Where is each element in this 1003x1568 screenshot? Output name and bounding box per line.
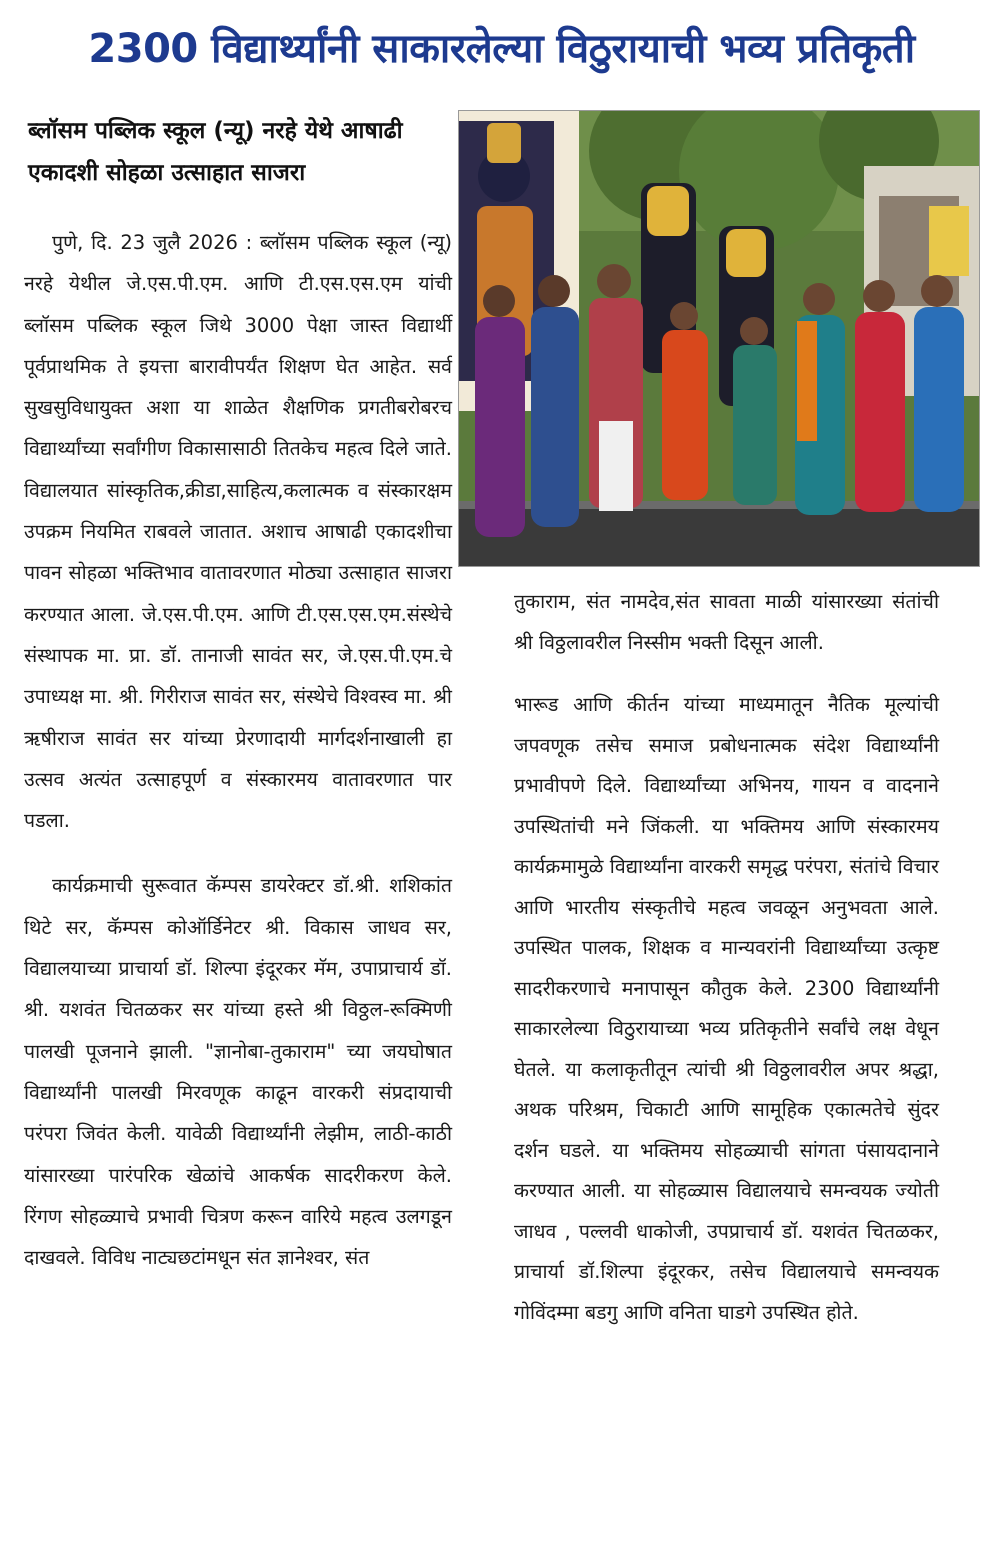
subheadline: ब्लॉसम पब्लिक स्कूल (न्यू) नरहे येथे आषाढी एकादशी सोहळा उत्साहात साजरा [28, 118, 403, 186]
left-column [24, 222, 452, 1278]
event-photo [458, 110, 980, 567]
paragraph: पुणे, दि. 23 जुलै 2026 : ब्लॉसम पब्लिक स्कूल (न्यू) नरहे येथील जे.एस.पी.एम. आणि टी.एस.एस.एम यांची ब्लॉसम पब्लिक स्कूल जिथे 3000 पेक्षा जास्त विद्यार्थी पूर्वप्राथमिक ते इयत्ता बारावीपर्यंत शिक्षण घेत आहेत. सर्व सुखसुविधायुक्त अशा या शाळेत शैक्षणिक प्रगतीबरोबरच विद्यार्थ्यांच्या सर्वांगीण विकासासाठी तितकेच महत्व दिले जाते. विद्यालयात सांस्कृतिक,क्रीडा,साहित्य,कलात्मक व संस्कारक्षम उपक्रम नियमित राबवले जातात. अशाच आषाढी एकादशीचा पावन सोहळा भक्तिभाव वातावरणात मोठ्या उत्साहात साजरा करण्यात आला. जे.एस.पी.एम. आणि टी.एस.एस.एम.संस्थेचे संस्थापक मा. प्रा. डॉ. तानाजी सावंत सर, जे.एस.पी.एम.चे उपाध्यक्ष मा. श्री. गिरीराज सावंत सर, संस्थेचे विश्वस्व मा. श्री ऋषीराज सावंत सर यांच्या प्रेरणादायी मार्गदर्शनाखाली हा उत्सव अत्यंत उत्साहपूर्ण व संस्कारमय वातावरणात पार पडला. [24, 231, 452, 833]
right-column [514, 582, 939, 1333]
paragraph: कार्यक्रमाची सुरूवात कॅम्पस डायरेक्टर डॉ.श्री. शशिकांत थिटे सर, कॅम्पस कोऑर्डिनेटर श्री. विकास जाधव सर, विद्यालयाच्या प्राचार्या डॉ. शिल्पा इंदूरकर मॅम, उपाप्राचार्य डॉ. श्री. यशवंत चितळकर सर यांच्या हस्ते श्री विठ्ठल-रूक्मिणी पालखी पूजनाने झाली. "ज्ञानोबा-तुकाराम" च्या जयघोषात विद्यार्थ्यांनी पालखी मिरवणूक काढून वारकरी संप्रदायाची परंपरा जिवंत केली. यावेळी विद्यार्थ्यांनी लेझीम, लाठी-काठी यांसारख्या पारंपरिक खेळांचे आकर्षक सादरीकरण केले. रिंगण सोहळ्याचे प्रभावी चित्रण करून वारिये महत्व उलगडून दाखवले. विविध नाट्यछटांमधून संत ज्ञानेश्वर, संत [24, 874, 452, 1270]
headline: 2300 विद्यार्थ्यांनी साकारलेल्या विठुरायाची भव्य प्रतिकृती [88, 26, 915, 72]
paragraph: तुकाराम, संत नामदेव,संत सावता माळी यांसारख्या संतांची श्री विठ्ठलावरील निस्सीम भक्ती दिसून आली. [514, 590, 939, 654]
paragraph: भारूड आणि कीर्तन यांच्या माध्यमातून नैतिक मूल्यांची जपवणूक तसेच समाज प्रबोधनात्मक संदेश विद्यार्थ्यांनी प्रभावीपणे दिले. विद्यार्थ्यांच्या अभिनय, गायन व वादनाने उपस्थितांची मने जिंकली. या भक्तिमय आणि संस्कारमय कार्यक्रमामुळे विद्यार्थ्यांना वारकरी समृद्ध परंपरा, संतांचे विचार आणि भारतीय संस्कृतीचे महत्व जवळून अनुभवता आले. उपस्थित पालक, शिक्षक व मान्यवरांनी विद्यार्थ्यांच्या उत्कृष्ट सादरीकरणाचे मनापासून कौतुक केले. 2300 विद्यार्थ्यांनी साकारलेल्या विठुरायाच्या भव्य प्रतिकृतीने सर्वांचे लक्ष वेधून घेतले. या कलाकृतीतून त्यांची श्री विठ्ठलावरील अपर श्रद्धा, अथक परिश्रम, चिकाटी आणि सामूहिक एकात्मतेचे सुंदर दर्शन घडले. या भक्तिमय सोहळ्याची सांगता पंसायदानाने करण्यात आली. या सोहळ्यास विद्यालयाचे समन्वयक ज्योती जाधव , पल्लवी धाकोजी, उपप्राचार्य डॉ. यशवंत चितळकर, प्राचार्या डॉ.शिल्पा इंदूरकर, तसेच विद्यालयाचे समन्वयक गोविंदम्मा बडगु आणि वनिता घाडगे उपस्थित होते. [514, 693, 939, 1324]
